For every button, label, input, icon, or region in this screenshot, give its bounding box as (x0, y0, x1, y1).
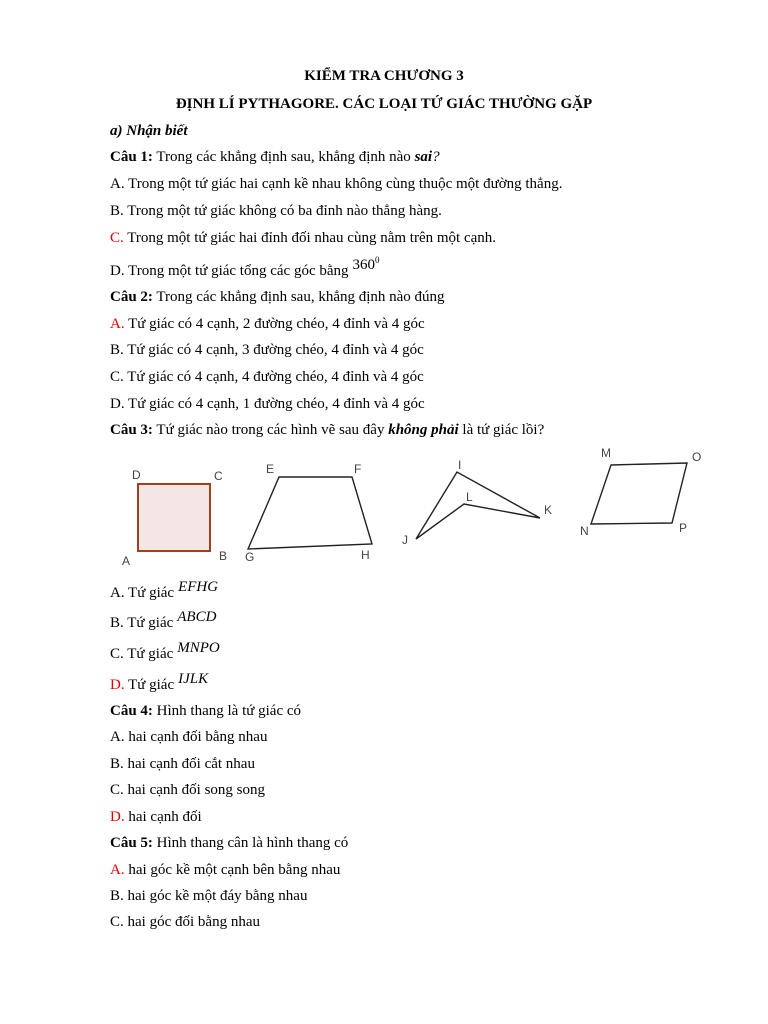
q2-option-a (110, 316, 425, 333)
question-3 (110, 422, 544, 439)
question-4-text: Hình thang là tứ giác có (152, 703, 302, 719)
label-g: G (245, 550, 255, 564)
question-1 (110, 149, 440, 166)
question-1-emphasis: sai (414, 149, 433, 165)
q2-option-b: B. Tứ giác có 4 cạnh, 3 đường chéo, 4 đỉnh và 4 góc (110, 342, 424, 358)
q3-option-a-text: A. Tứ giác (110, 585, 175, 601)
label-j: J (402, 533, 408, 547)
q5-option-b: B. hai góc kề một đáy bằng nhau (110, 888, 308, 904)
q2-option-c: C. Tứ giác có 4 cạnh, 4 đường chéo, 4 đỉnh và 4 góc (110, 369, 424, 385)
question-1-label: Câu 1: (110, 149, 153, 165)
label-k: K (544, 503, 553, 517)
question-5 (110, 835, 348, 852)
label-l: L (466, 490, 473, 504)
q1-option-d-value (353, 257, 380, 273)
q4-option-d (110, 809, 202, 826)
q2-option-a-text: Tứ giác có 4 cạnh, 2 đường chéo, 4 đỉnh và 4 góc (124, 316, 425, 332)
section-heading: a) Nhận biết (110, 123, 188, 139)
q4-option-d-letter: D. (110, 809, 125, 825)
q3-option-d (110, 671, 209, 694)
question-2-label: Câu 2: (110, 289, 153, 305)
q3-option-a (110, 579, 219, 602)
q3-option-d-text: Tứ giác (124, 677, 175, 693)
label-f: F (354, 462, 362, 476)
q4-option-b: B. hai cạnh đối cắt nhau (110, 756, 255, 772)
q5-option-a-text: hai góc kề một cạnh bên bằng nhau (124, 862, 341, 878)
q2-option-d: D. Tứ giác có 4 cạnh, 1 đường chéo, 4 đỉnh và 4 góc (110, 396, 425, 412)
label-n: N (580, 524, 589, 538)
label-o: O (692, 450, 702, 464)
q1-option-a: A. Trong một tứ giác hai cạnh kề nhau không cùng thuộc một đường thẳng. (110, 176, 563, 192)
q1-option-c-text: Trong một tứ giác hai đỉnh đối nhau cùng nằm trên một cạnh. (123, 230, 497, 246)
q5-option-a (110, 862, 340, 879)
q3-option-b (110, 609, 217, 632)
label-c: C (214, 469, 223, 483)
q2-option-a-letter: A. (110, 316, 125, 332)
q3-option-a-math: EFHG (178, 579, 219, 595)
label-d: D (132, 468, 141, 482)
page-subtitle: ĐỊNH LÍ PYTHAGORE. CÁC LOẠI TỨ GIÁC THƯỜNG GẶP (175, 96, 593, 112)
page-title: KIỂM TRA CHƯƠNG 3 (304, 68, 464, 84)
q1-option-c-letter: C. (110, 230, 124, 246)
question-5-text: Hình thang cân là hình thang có (152, 835, 349, 851)
trapezoid-efhg (248, 477, 372, 549)
question-4-label: Câu 4: (110, 703, 153, 719)
q4-option-a: A. hai cạnh đối bằng nhau (110, 729, 268, 745)
q3-option-c (110, 640, 220, 663)
q5-option-a-letter: A. (110, 862, 125, 878)
q1-option-d-text: D. Trong một tứ giác tổng các góc bằng (110, 263, 349, 279)
label-a: A (122, 554, 131, 568)
question-5-label: Câu 5: (110, 835, 153, 851)
q1-option-d (110, 255, 380, 280)
q5-option-c: C. hai góc đối bằng nhau (110, 914, 260, 930)
label-b: B (219, 549, 228, 563)
q4-option-d-text: hai cạnh đối (124, 809, 202, 825)
q3-option-d-letter: D. (110, 677, 125, 693)
q3-option-c-math: MNPO (177, 640, 220, 656)
label-e: E (266, 462, 275, 476)
label-i: I (458, 458, 462, 472)
q3-option-c-text: C. Tứ giác (110, 646, 174, 662)
degree-sup: 0 (375, 255, 380, 265)
question-3-label: Câu 3: (110, 422, 153, 438)
label-m: M (601, 446, 611, 460)
label-p: P (679, 521, 688, 535)
question-2 (110, 289, 445, 306)
quadrilateral-figures (110, 440, 710, 575)
q3-option-b-text: B. Tứ giác (110, 615, 174, 631)
question-1-end: ? (432, 149, 440, 165)
degree-value: 360 (352, 257, 376, 273)
q1-option-c (110, 230, 496, 247)
question-3-emphasis: không phải (388, 422, 459, 438)
square-abcd (138, 484, 210, 551)
q4-option-c: C. hai cạnh đối song song (110, 782, 265, 798)
question-3-end: là tứ giác lồi? (458, 422, 545, 438)
q3-option-b-math: ABCD (177, 609, 217, 625)
question-1-text: Trong các khẳng định sau, khẳng định nào (152, 149, 415, 165)
q3-option-d-math: IJLK (178, 671, 209, 687)
question-2-text: Trong các khẳng định sau, khẳng định nào đúng (152, 289, 445, 305)
question-3-text: Tứ giác nào trong các hình vẽ sau đây (152, 422, 389, 438)
parallelogram-mnpo (591, 463, 687, 524)
label-h: H (361, 548, 370, 562)
question-4 (110, 703, 301, 720)
concave-ijlk (416, 472, 540, 539)
q1-option-b: B. Trong một tứ giác không có ba đỉnh nào thẳng hàng. (110, 203, 442, 219)
